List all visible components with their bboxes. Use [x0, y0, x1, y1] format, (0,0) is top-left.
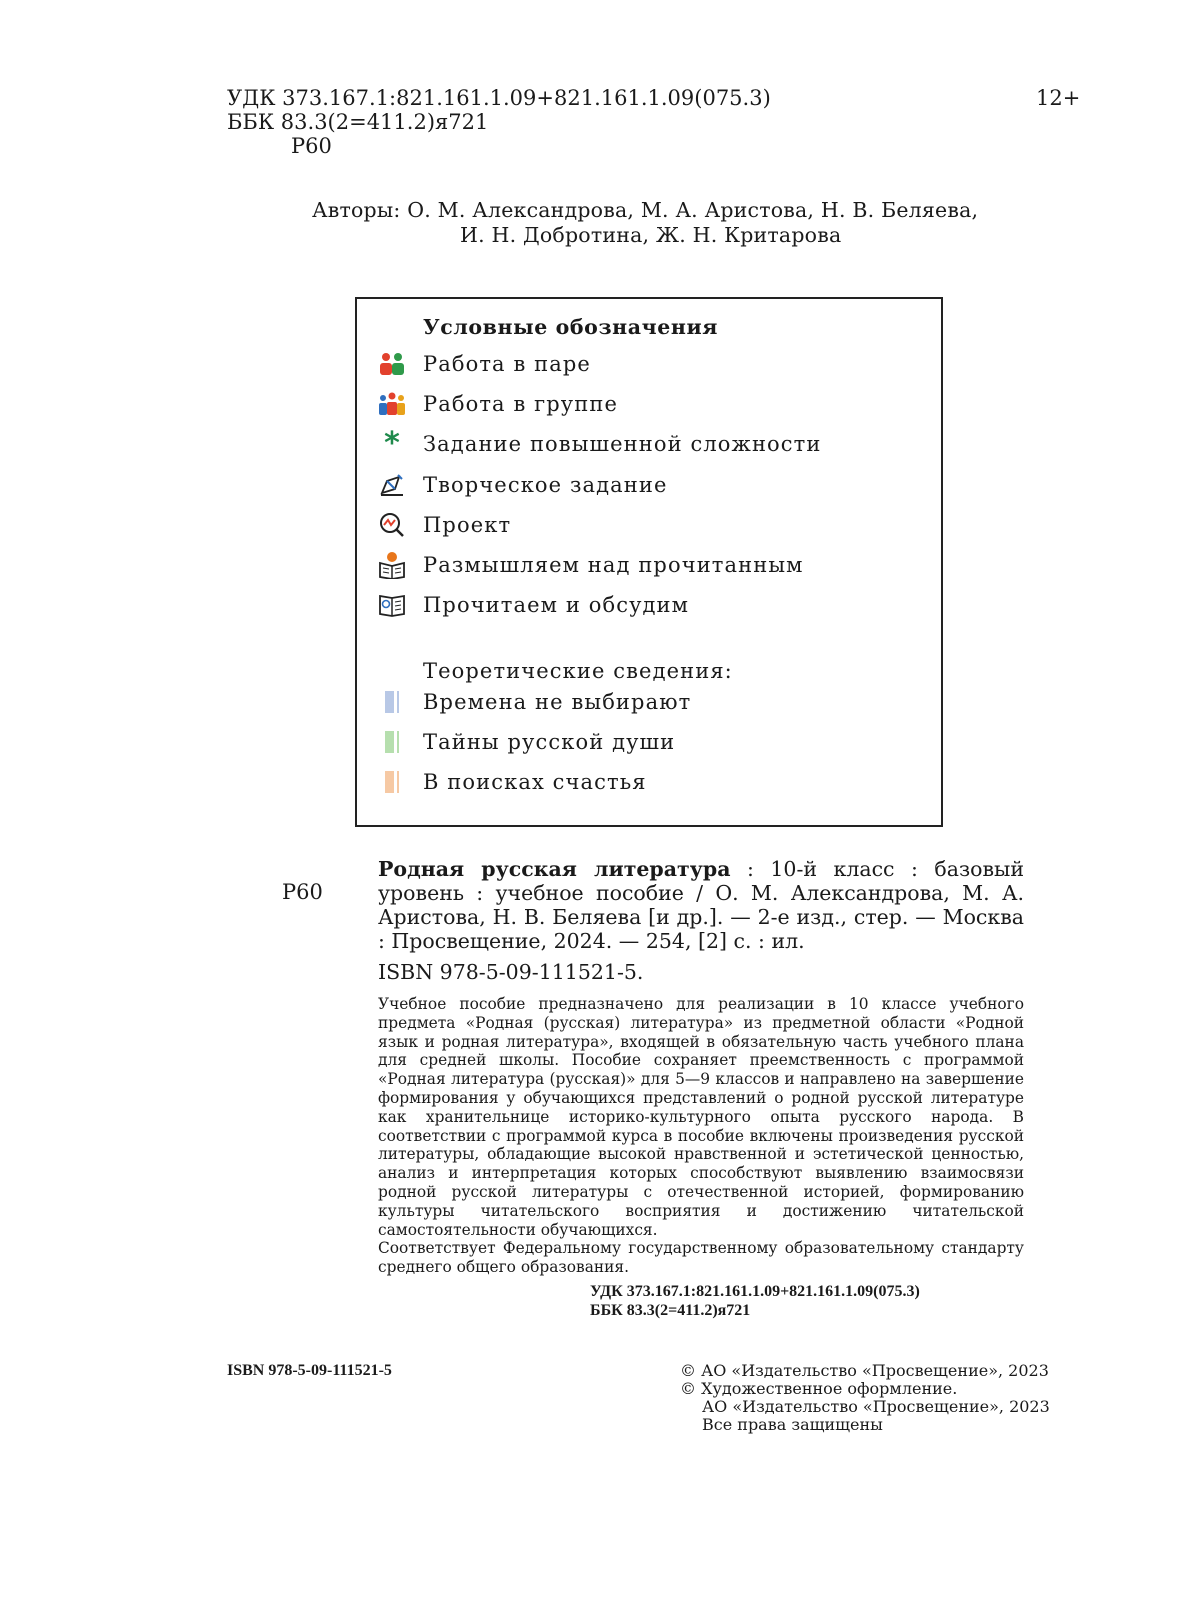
group-work-icon [377, 390, 407, 418]
legend-item-label: Прочитаем и обсудим [423, 593, 690, 617]
footer-codes [590, 1282, 920, 1320]
legend-item-label: Задание повышенной сложности [423, 432, 822, 456]
footer-udk: УДК 373.167.1:821.161.1.09+821.161.1.09(075.3) [590, 1283, 920, 1300]
udk-block [227, 86, 771, 158]
copyright-line: © АО «Издательство «Просвещение», 2023 [680, 1361, 1049, 1380]
catalog-entry [378, 857, 1024, 953]
authors-line-1: Авторы: О. М. Александрова, М. А. Аристова, Н. В. Беляева, [312, 198, 979, 222]
legend-item-label: Размышляем над прочитанным [423, 553, 804, 577]
legend-title: Условные обозначения [423, 315, 719, 339]
legend-item-discuss [377, 590, 689, 620]
age-rating: 12+ [1036, 86, 1081, 110]
legend-item-label: Проект [423, 513, 512, 537]
legend-item-reflect [377, 550, 804, 580]
catalog-code: Р60 [282, 880, 323, 904]
book-lightbulb-icon [377, 551, 407, 579]
theory-item-times [377, 687, 691, 717]
copyright-line: © Художественное оформление. [680, 1379, 958, 1398]
pair-work-icon [377, 350, 407, 378]
footer-bbk: ББК 83.3(2=411.2)я721 [590, 1302, 751, 1319]
creative-pen-icon [377, 471, 407, 499]
asterisk-icon: * [384, 426, 400, 461]
legend-item-project [377, 510, 511, 540]
theory-item-label: Времена не выбирают [423, 690, 692, 714]
legend-item-label: Работа в паре [423, 352, 591, 376]
legend-item-group-work [377, 389, 618, 419]
author-code: Р60 [291, 134, 332, 158]
abstract-paragraph: Соответствует Федеральному государственному образовательному стандарту среднего общего образования. [378, 1239, 1024, 1277]
color-bar-icon [377, 728, 407, 756]
authors-block [312, 198, 978, 248]
theory-item-label: Тайны русской души [423, 730, 676, 754]
copyright-line: Все права защищены [702, 1415, 883, 1434]
legend-item-advanced [377, 426, 822, 461]
legend-box [355, 297, 943, 827]
authors-line-2: И. Н. Добротина, Ж. Н. Критарова [460, 223, 842, 247]
copyright-block [680, 1362, 1050, 1434]
theory-item-soul [377, 727, 675, 757]
theory-item-label: В поисках счастья [423, 770, 647, 794]
copyright-line: АО «Издательство «Просвещение», 2023 [702, 1397, 1050, 1416]
project-icon [377, 511, 407, 539]
theory-item-happiness [377, 767, 647, 797]
catalog-description: : 10-й класс : базовый уровень : учебное пособие / О. М. Александрова, М. А. Аристова, Н. В. Беляева [и др.]. — 2-е изд., стер. — Москва : Просвещение, 2024. — 254, [2] с. : ил. [378, 857, 1024, 953]
udk-line: УДК 373.167.1:821.161.1.09+821.161.1.09(075.3) [227, 86, 771, 110]
legend-item-label: Работа в группе [423, 392, 618, 416]
abstract [378, 995, 1024, 1277]
abstract-paragraph: Учебное пособие предназначено для реализации в 10 классе учебного предмета «Родная (русская) литература» из предметной области «Родной язык и родная литература», входящей в обязательную часть учебного плана для средней школы. Пособие сохраняет преемственность с программой «Родная литература (русская)» для 5—9 классов и направлено на завершение формирования у обучающихся представлений о родной русской литературе как хранительнице историко-культурного опыта русского народа. В соответствии с программой курса в пособие включены произведения русской литературы, обладающие высокой нравственной и эстетической ценностью, анализ и интерпретация которых способствуют выявлению взаимосвязи родной русской литературы с отечественной историей, формированию культуры читательского восприятия и достижению читательской самостоятельности обучающихся. [378, 995, 1024, 1239]
book-title: Родная русская литература [378, 857, 731, 881]
legend-item-label: Творческое задание [423, 473, 668, 497]
legend-item-pair-work [377, 349, 591, 379]
legend-item-creative [377, 470, 668, 500]
bottom-isbn: ISBN 978-5-09-111521-5 [227, 1362, 392, 1379]
color-bar-icon [377, 688, 407, 716]
bbk-line: ББК 83.3(2=411.2)я721 [227, 110, 489, 134]
book-discuss-icon [377, 591, 407, 619]
catalog-isbn: ISBN 978-5-09-111521-5. [378, 960, 644, 984]
color-bar-icon [377, 768, 407, 796]
theory-heading: Теоретические сведения: [423, 659, 733, 683]
